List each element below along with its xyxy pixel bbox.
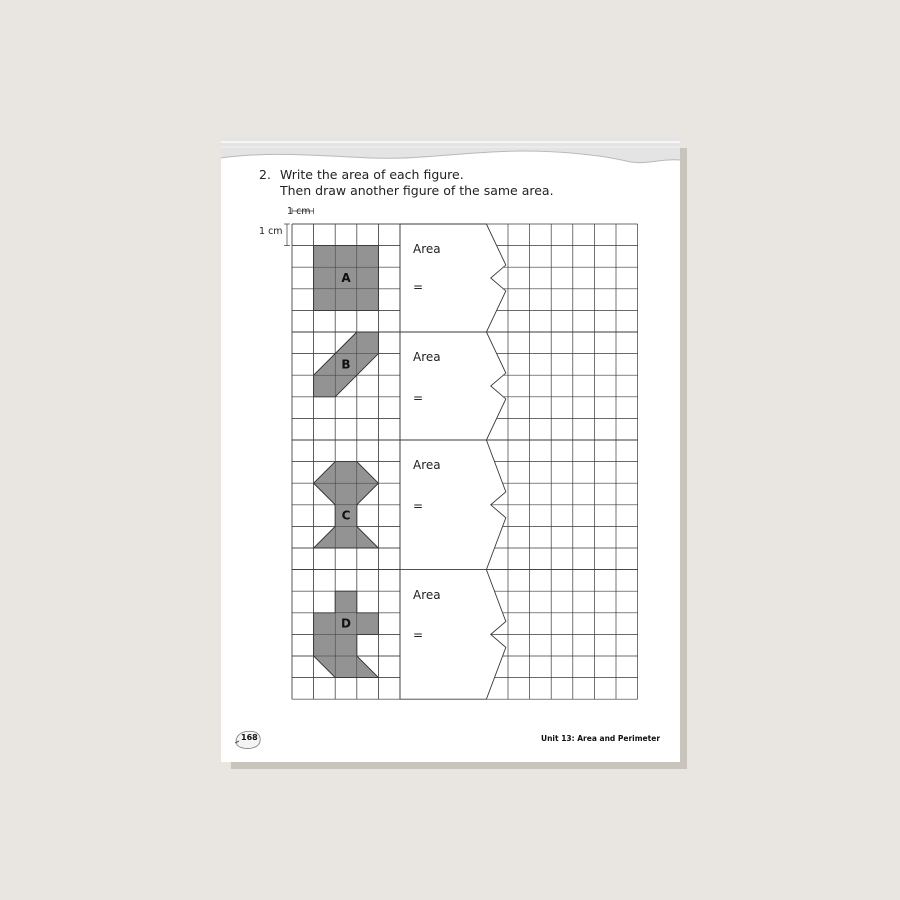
area-label-a: Area: [413, 242, 441, 257]
area-equals-a: =: [413, 280, 424, 295]
area-label-b: Area: [413, 350, 441, 365]
figure-label-d: D: [341, 616, 351, 631]
question-instruction: Write the area of each figure.: [280, 167, 464, 182]
question-instruction-2: Then draw another figure of the same area.: [280, 183, 554, 198]
unit-title: Unit 13: Area and Perimeter: [541, 734, 661, 743]
scale-label-vertical: 1 cm: [259, 226, 283, 237]
scale-label-horizontal: 1 cm: [287, 206, 311, 217]
page-number: 168: [241, 733, 258, 742]
worksheet-page: [221, 138, 680, 762]
figure-label-b: B: [341, 357, 351, 372]
area-equals-d: =: [413, 628, 424, 643]
grid-area: [221, 138, 680, 762]
question-number: 2.: [259, 167, 271, 182]
area-equals-c: =: [413, 498, 424, 513]
area-equals-b: =: [413, 390, 424, 405]
area-label-d: Area: [413, 588, 441, 602]
area-label-c: Area: [413, 458, 441, 473]
figure-label-c: C: [341, 508, 351, 523]
figure-label-a: A: [341, 271, 351, 285]
